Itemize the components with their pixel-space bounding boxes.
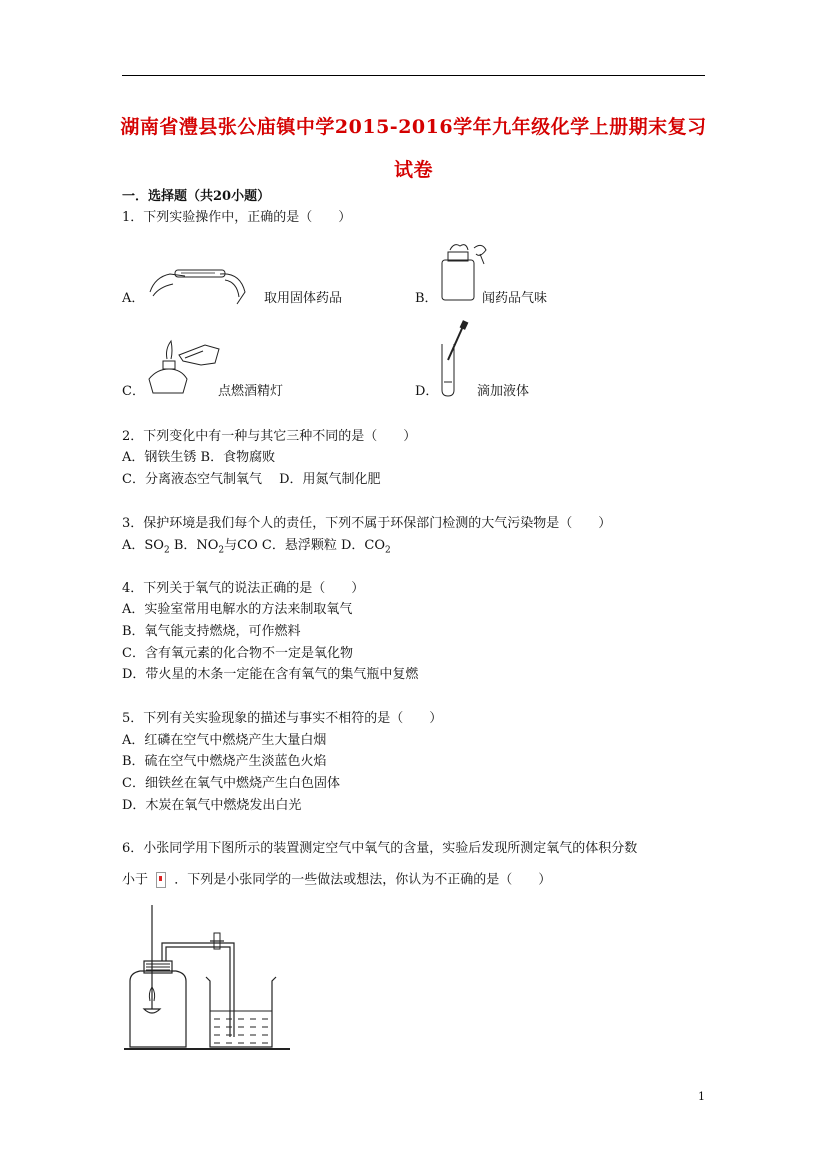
- q1-option-a-text: 取用固体药品: [264, 291, 343, 306]
- q1-option-d-label: D．: [415, 384, 439, 399]
- q2-options-line2: C．分离液态空气制氧气 D．用氮气制化肥: [122, 472, 381, 487]
- q1-option-b-label: B．: [415, 291, 438, 306]
- q1-option-b-text: 闻药品气味: [482, 291, 548, 306]
- q2-stem: 2．下列变化中有一种与其它三种不同的是（ ）: [122, 429, 417, 444]
- q1-option-c-text: 点燃酒精灯: [218, 384, 284, 399]
- q4-stem: 4．下列关于氧气的说法正确的是（ ）: [122, 581, 365, 596]
- q5-option-c: C．细铁丝在氧气中燃烧产生白色固体: [122, 776, 340, 791]
- q3-option-b-subscript: 2: [218, 545, 225, 556]
- q1-stem: 1．下列实验操作中，正确的是（ ）: [122, 210, 352, 225]
- q1-figure-c-alcohol-lamp: [145, 335, 225, 397]
- q5-option-d: D．木炭在氧气中燃烧发出白光: [122, 798, 302, 813]
- section-heading: 一．选择题（共20小题）: [122, 189, 271, 204]
- q5-option-b: B．硫在空气中燃烧产生淡蓝色火焰: [122, 754, 327, 769]
- q1-figure-d-dropper-test-tube: [436, 320, 476, 398]
- document-title-line2: 试卷: [393, 159, 433, 181]
- q3-option-a: A．SO: [122, 538, 164, 553]
- header-rule: [122, 75, 705, 76]
- q3-options-rest: 与CO C．悬浮颗粒 D．CO: [224, 538, 385, 553]
- document-title-line1: 湖南省澧县张公庙镇中学2015-2016学年九年级化学上册期末复习: [120, 116, 707, 138]
- q6-stem-line1: 6．小张同学用下图所示的装置测定空气中氧气的含量，实验后发现所测定氧气的体积分数: [122, 841, 638, 856]
- q3-option-a-subscript: 2: [163, 545, 170, 556]
- q1-option-a-label: A．: [122, 291, 145, 306]
- q3-options: [122, 538, 391, 559]
- q3-option-d-subscript: 2: [384, 545, 391, 556]
- broken-image-icon: [156, 872, 166, 888]
- q6-stem-line2-start: 小于: [122, 872, 149, 888]
- q4-option-a: A．实验室常用电解水的方法来制取氧气: [122, 602, 353, 617]
- q3-option-b: B．NO: [169, 538, 219, 553]
- q6-stem-line2-end: ．下列是小张同学的一些做法或想法，你认为不正确的是（ ）: [174, 872, 552, 888]
- q1-option-c-label: C．: [122, 384, 145, 399]
- q3-stem: 3．保护环境是我们每个人的责任，下列不属于环保部门检测的大气污染物是（ ）: [122, 516, 612, 531]
- page-number: 1: [698, 1090, 705, 1103]
- q4-option-b: B．氧气能支持燃烧，可作燃料: [122, 624, 301, 639]
- q5-stem: 5．下列有关实验现象的描述与事实不相符的是（ ）: [122, 711, 443, 726]
- q1-option-d-text: 滴加液体: [477, 384, 530, 399]
- q6-stem-line2: [122, 872, 551, 889]
- q6-figure-apparatus: [122, 905, 292, 1055]
- q4-option-d: D．带火星的木条一定能在含有氧气的集气瓶中复燃: [122, 667, 419, 682]
- q4-option-c: C．含有氧元素的化合物不一定是氧化物: [122, 646, 353, 661]
- q1-figure-a-test-tube-solid: [145, 262, 255, 312]
- q5-option-a: A．红磷在空气中燃烧产生大量白烟: [122, 733, 327, 748]
- q2-options-line1: A．钢铁生锈 B．食物腐败: [122, 450, 276, 465]
